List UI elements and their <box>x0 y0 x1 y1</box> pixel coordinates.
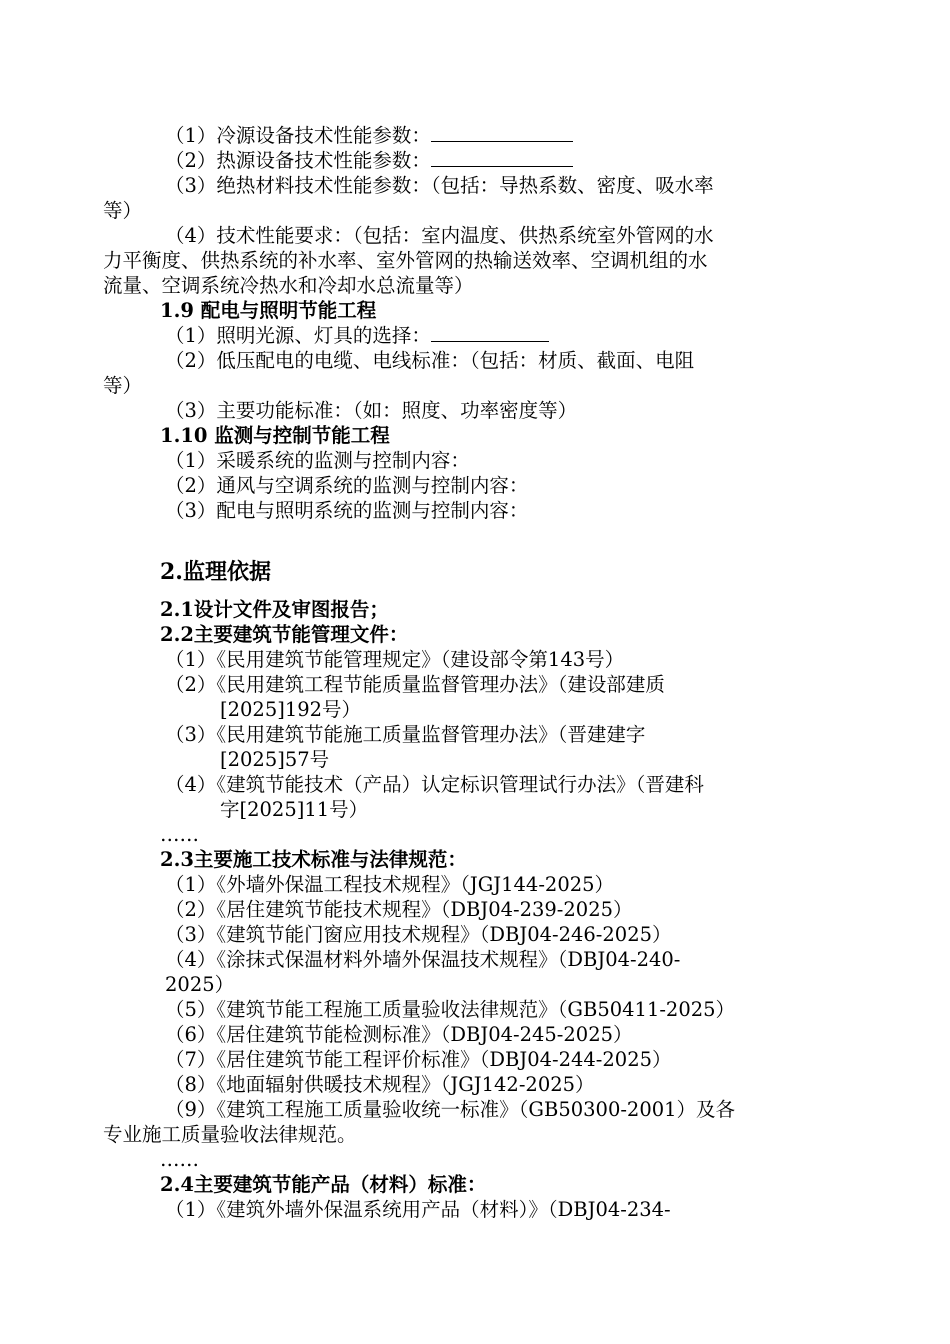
cable-standard-line: （2）低压配电的电缆、电线标准：（包括：材质、截面、电阻 <box>165 349 695 372</box>
section-2-heading: 2.监理依据 <box>160 559 271 585</box>
standard-item-2: （2）《居住建筑节能技术规程》（DBJ04-239-2025） <box>165 898 633 921</box>
standard-item-9-cont: 专业施工质量验收法律规范。 <box>103 1123 357 1146</box>
heading-1-10: 1.10 监测与控制节能工程 <box>160 424 390 447</box>
mgmt-item-3: （3）《民用建筑节能施工质量监督管理办法》（晋建建字 <box>165 723 646 746</box>
cable-standard-line-cont: 等） <box>103 374 143 397</box>
standard-item-6: （6）《居住建筑节能检测标准》（DBJ04-245-2025） <box>165 1023 633 1046</box>
mgmt-item-1: （1）《民用建筑节能管理规定》（建设部令第143号） <box>165 648 625 671</box>
heading-2-4: 2.4主要建筑节能产品（材料）标准： <box>160 1173 487 1196</box>
mgmt-item-4: （4）《建筑节能技术（产品）认定标识管理试行办法》（晋建科 <box>165 773 704 796</box>
heat-source-blank <box>431 150 573 167</box>
mgmt-item-3-cont: [2025]57号 <box>220 748 330 771</box>
mgmt-item-2-cont: [2025]192号） <box>220 698 362 721</box>
standard-item-7: （7）《居住建筑节能工程评价标准》（DBJ04-244-2025） <box>165 1048 672 1071</box>
monitor-hvac-line: （2）通风与空调系统的监测与控制内容： <box>165 474 529 497</box>
standard-item-4: （4）《涂抹式保温材料外墙外保温技术规程》（DBJ04-240- <box>165 948 681 971</box>
performance-req-line-3: 流量、空调系统冷热水和冷却水总流量等） <box>103 274 474 297</box>
heading-1-9: 1.9 配电与照明节能工程 <box>160 299 377 322</box>
heading-2-1: 2.1设计文件及审图报告； <box>160 598 389 621</box>
heat-source-param-line: （2）热源设备技术性能参数： <box>165 149 573 173</box>
performance-req-line-2: 力平衡度、供热系统的补水率、室外管网的热输送效率、空调机组的水 <box>103 249 708 272</box>
lighting-source-line: （1）照明光源、灯具的选择： <box>165 324 549 348</box>
performance-req-line: （4）技术性能要求：（包括：室内温度、供热系统室外管网的水 <box>165 224 714 247</box>
standard-item-3: （3）《建筑节能门窗应用技术规程》（DBJ04-246-2025） <box>165 923 672 946</box>
function-standard-line: （3）主要功能标准：（如：照度、功率密度等） <box>165 399 578 422</box>
standard-item-9: （9）《建筑工程施工质量验收统一标准》（GB50300-2001）及各 <box>165 1098 736 1121</box>
ellipsis-1: …… <box>160 823 199 846</box>
standard-item-5: （5）《建筑节能工程施工质量验收法律规范》（GB50411-2025） <box>165 998 736 1021</box>
heading-2-2: 2.2主要建筑节能管理文件： <box>160 623 409 646</box>
insulation-param-line-cont: 等） <box>103 199 143 222</box>
cold-source-param-line: （1）冷源设备技术性能参数： <box>165 124 573 148</box>
monitor-heating-line: （1）采暖系统的监测与控制内容： <box>165 449 470 472</box>
mgmt-item-2: （2）《民用建筑工程节能质量监督管理办法》（建设部建质 <box>165 673 665 696</box>
standard-item-1: （1）《外墙外保温工程技术规程》（JGJ144-2025） <box>165 873 615 896</box>
heading-2-3: 2.3主要施工技术标准与法律规范： <box>160 848 467 871</box>
lighting-source-blank <box>431 325 549 342</box>
standard-item-8: （8）《地面辐射供暖技术规程》（JGJ142-2025） <box>165 1073 595 1096</box>
mgmt-item-4-cont: 字[2025]11号） <box>220 798 369 821</box>
product-item-1: （1）《建筑外墙外保温系统用产品（材料）》（DBJ04-234- <box>165 1198 671 1221</box>
standard-item-4-cont: 2025） <box>165 973 235 996</box>
cold-source-blank <box>431 125 573 142</box>
monitor-lighting-line: （3）配电与照明系统的监测与控制内容： <box>165 499 529 522</box>
ellipsis-2: …… <box>160 1148 199 1171</box>
insulation-param-line: （3）绝热材料技术性能参数：（包括：导热系数、密度、吸水率 <box>165 174 714 197</box>
